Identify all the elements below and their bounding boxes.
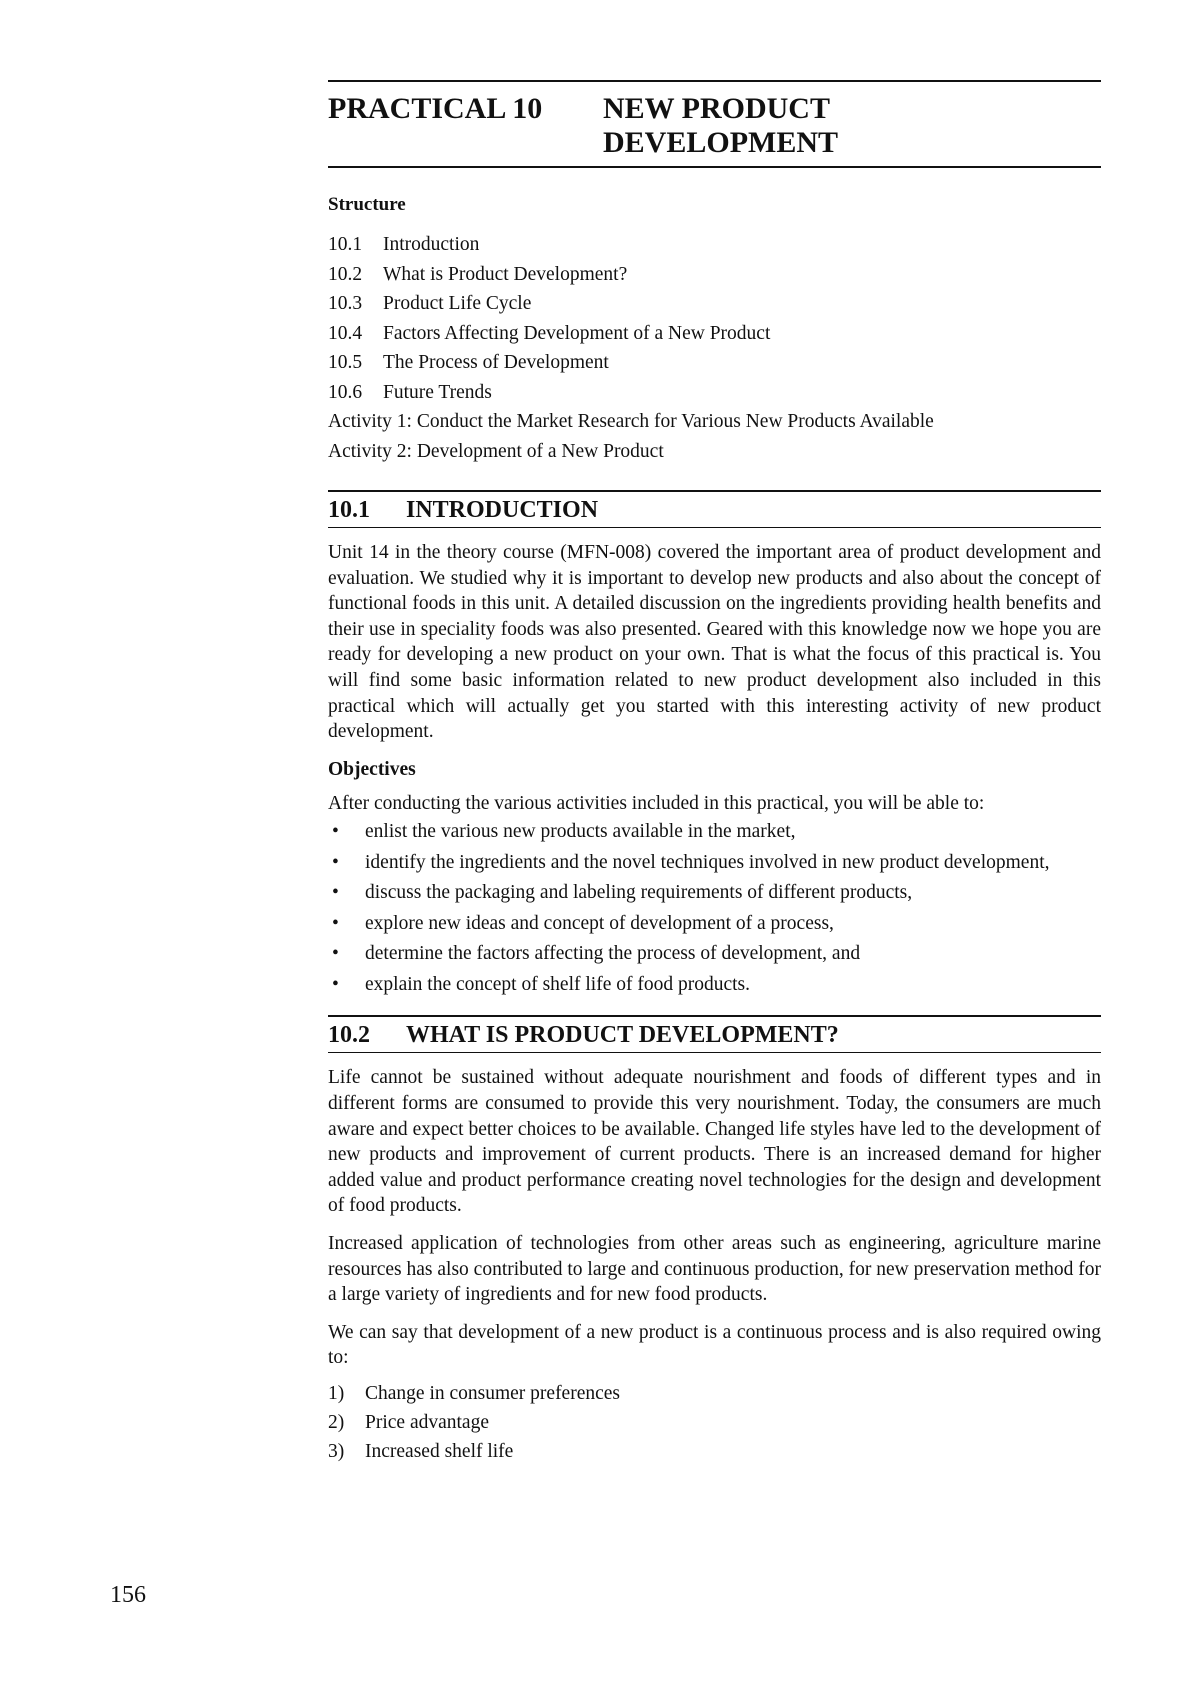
toc-item	[328, 319, 1101, 349]
objectives-list	[328, 820, 1101, 997]
list-item	[328, 942, 1101, 967]
objectives-heading: Objectives	[328, 758, 416, 780]
toc-item-label: Product Life Cycle	[383, 293, 532, 314]
list-text: Increased shelf life	[365, 1440, 514, 1462]
toc-item-label: What is Product Development?	[383, 263, 628, 285]
introduction-paragraph: Unit 14 in the theory course (MFN-008) covered the important area of product development and evaluation. We studied why it is important to develop new products and also about the concept of functional foods in this unit. A detailed discussion on the ingredients providing health benefits and their use in speciality foods was also presented. Geared with this knowledge now we hope you are ready for developing a new product on your own. That is what the focus of this practical is. You will find some basic information related to new product development also included in this practical which will actually get you started with this interesting activity of new product development.	[328, 542, 1101, 743]
title-line-1: NEW PRODUCT	[603, 92, 830, 125]
section-number: 10.2	[328, 1022, 370, 1049]
body-paragraph: Increased application of technologies from other areas such as engineering, agriculture marine resources has also contributed to large and continuous production, for new preservation method for a large variety of ingredients and for new food products.	[328, 1232, 1101, 1306]
objective-text: enlist the various new products available in the market,	[365, 821, 796, 843]
reasons-list	[328, 1379, 1101, 1466]
bullet-icon: •	[332, 882, 339, 904]
list-text: Price advantage	[365, 1411, 489, 1433]
toc-item	[328, 378, 1101, 408]
bullet-icon: •	[332, 851, 339, 873]
list-item	[328, 1379, 1101, 1408]
title-bottom-rule	[328, 166, 1101, 168]
section-rule-bottom	[328, 527, 1101, 528]
body-paragraph: We can say that development of a new product is a continuous process and is also required owing to:	[328, 1321, 1101, 1369]
objectives-intro: After conducting the various activities included in this practical, you will be able to:	[328, 792, 985, 814]
page-number: 156	[110, 1582, 146, 1608]
objective-text: determine the factors affecting the process of development, and	[365, 943, 861, 965]
section-title: INTRODUCTION	[406, 497, 599, 523]
toc-item-number: 10.3	[328, 293, 363, 314]
table-of-contents	[328, 230, 1101, 466]
section-title: WHAT IS PRODUCT DEVELOPMENT?	[406, 1022, 839, 1049]
toc-item-number: 10.2	[328, 263, 363, 285]
objective-text: explore new ideas and concept of development of a process,	[365, 912, 834, 934]
list-number: 1)	[328, 1382, 345, 1404]
toc-activity: Activity 1: Conduct the Market Research for Various New Products Available	[328, 411, 934, 432]
objective-text: discuss the packaging and labeling requirements of different products,	[365, 882, 913, 904]
structure-heading: Structure	[328, 194, 406, 215]
toc-activity: Activity 2: Development of a New Product	[328, 440, 664, 462]
bullet-icon: •	[332, 912, 339, 934]
list-text: Change in consumer preferences	[365, 1382, 621, 1404]
bullet-icon: •	[332, 821, 339, 843]
section-heading-introduction	[328, 492, 1101, 527]
toc-item	[328, 289, 1101, 319]
toc-item-number: 10.1	[328, 234, 363, 255]
list-item	[328, 1408, 1101, 1437]
toc-item-label: Introduction	[383, 234, 480, 255]
bullet-icon: •	[332, 943, 339, 965]
toc-item	[328, 230, 1101, 260]
list-item	[328, 881, 1101, 906]
list-item	[328, 820, 1101, 845]
toc-item	[328, 348, 1101, 378]
toc-item-label: Future Trends	[383, 381, 492, 403]
toc-item-number: 10.6	[328, 381, 363, 403]
objective-text: identify the ingredients and the novel techniques involved in new product development,	[365, 851, 1050, 873]
practical-title-text	[603, 92, 838, 160]
section-rule-bottom	[328, 1052, 1101, 1053]
list-item	[328, 973, 1101, 998]
list-item	[328, 851, 1101, 876]
bullet-icon: •	[332, 973, 339, 995]
list-number: 3)	[328, 1440, 345, 1462]
content-column	[328, 80, 1101, 1466]
toc-item-number: 10.5	[328, 352, 363, 373]
toc-item-number: 10.4	[328, 322, 363, 344]
title-line-2: DEVELOPMENT	[603, 126, 839, 159]
practical-label: PRACTICAL 10	[328, 92, 543, 125]
list-item	[328, 1437, 1101, 1466]
toc-item-label: The Process of Development	[383, 352, 609, 373]
section-heading-product-development	[328, 1017, 1101, 1052]
toc-item-label: Factors Affecting Development of a New Product	[383, 322, 771, 344]
toc-item	[328, 260, 1101, 290]
practical-title	[328, 82, 1101, 166]
body-paragraph: Life cannot be sustained without adequate nourishment and foods of different types and in different forms are consumed to provide this very nourishment. Today, the consumers are much aware and expect better choices to be available. Changed life styles have led to the development of new products and improvement of current products. There is an increased demand for higher added value and product performance creating novel technologies for the design and development of food products.	[328, 1067, 1101, 1217]
section-number: 10.1	[328, 497, 370, 523]
objective-text: explain the concept of shelf life of food products.	[365, 973, 751, 995]
list-item	[328, 912, 1101, 937]
list-number: 2)	[328, 1411, 345, 1433]
